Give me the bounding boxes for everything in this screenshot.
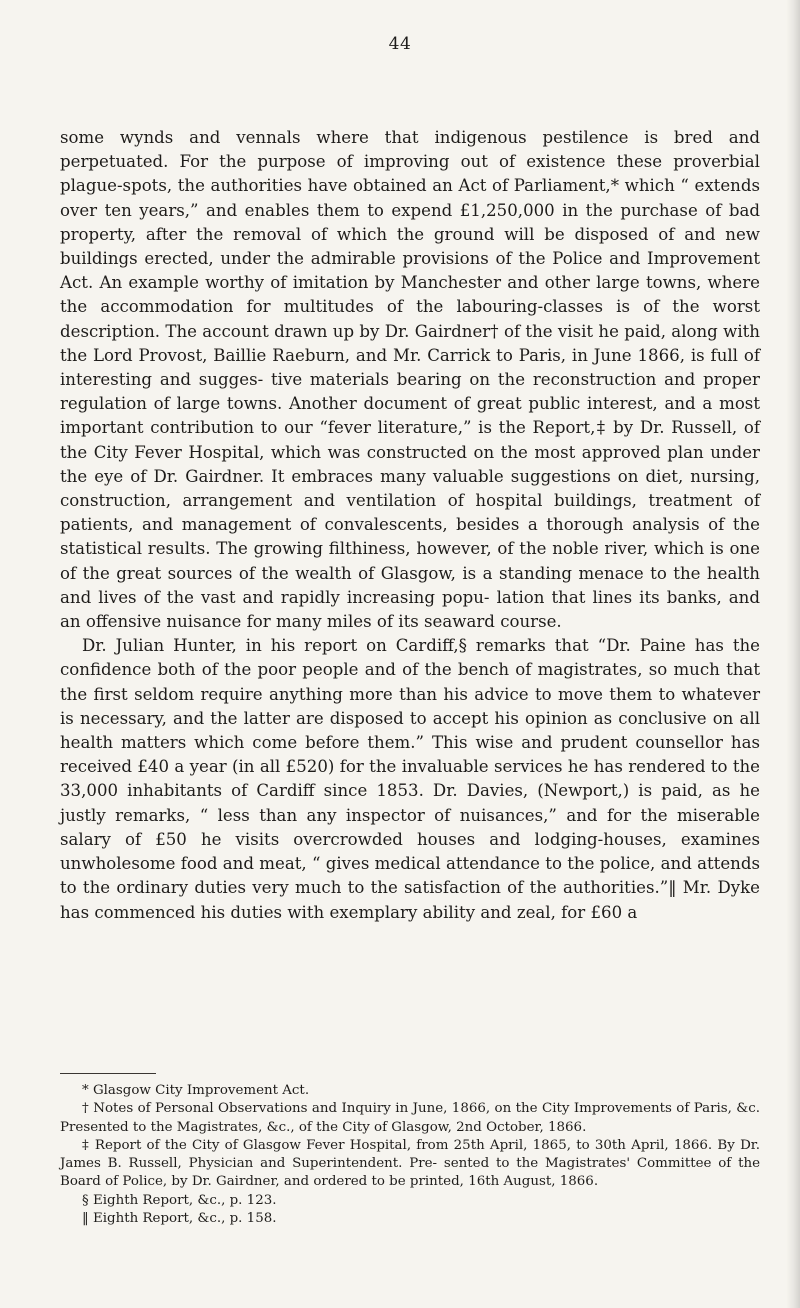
footnote-parallel: ‖ Eighth Report, &c., p. 158. [82, 1211, 277, 1227]
footnotes [60, 1082, 760, 1228]
footnote-dagger: † Notes of Personal Observations and Inquiry in June, 1866, on the City Improvements of Paris, &c. Presented to the Magistrates, &c., of the City of Glasgow, 2nd October, 1866. [60, 1101, 760, 1135]
footnote-double-dagger: ‡ Report of the City of Glasgow Fever Hospital, from 25th April, 1865, to 30th April, 1866. By Dr. James B. Russell, Physician and Superintendent. Pre- sented to the Magistrates' Committee of the Board of Police, by Dr. Gairdner, and ordered to be printed, 16th August, 1866. [60, 1137, 760, 1190]
footnote-asterisk: * Glasgow City Improvement Act. [82, 1083, 310, 1098]
paragraph-1: some wynds and vennals where that indigenous pestilence is bred and perpetuated. For the purpose of improving out of existence these proverbial plague-spots, the authorities have obtained an Act of Parliament,* which “ extends over ten years,” and enables them to expend £1,250,000 in the purchase of bad property, after the removal of which the ground will be disposed of and new buildings erected, under the admirable provisions of the Police and Improvement Act. An example worthy of imitation by Manchester and other large towns, where the accommodation for multitudes of the labouring-classes is of the worst description. The account drawn up by Dr. Gairdner† of the visit he paid, along with the Lord Provost, Baillie Raeburn, and Mr. Carrick to Paris, in June 1866, is full of interesting and sugges- tive materials bearing on the reconstruction and proper regulation of large towns. Another document of great public interest, and a most important contribution to our “fever literature,” is the Report,‡ by Dr. Russell, of the City Fever Hospital, which was constructed on the most approved plan under the eye of Dr. Gairdner. It embraces many valuable suggestions on diet, nursing, construction, arrangement and ventilation of hospital buildings, treatment of patients, and management of convalescents, besides a thorough analysis of the statistical results. The growing filthiness, however, of the noble river, which is one of the great sources of the wealth of Glasgow, is a standing menace to the health and lives of the vast and rapidly increasing popu- lation that lines its banks, and an offensive nuisance for many miles of its seaward course. [60, 128, 760, 632]
paragraph-2: Dr. Julian Hunter, in his report on Cardiff,§ remarks that “Dr. Paine has the confidence both of the poor people and of the bench of magistrates, so much that the first seldom require anything more than his advice to move them to whatever is necessary, and the latter are disposed to accept his opinion as conclusive on all health matters which come before them.” This wise and prudent counsellor has received £40 a year (in all £520) for the invaluable services he has rendered to the 33,000 inhabitants of Cardiff since 1853. Dr. Davies, (Newport,) is paid, as he justly remarks, “ less than any inspector of nuisances,” and for the miserable salary of £50 he visits overcrowded houses and lodging-houses, examines unwholesome food and meat, “ gives medical attendance to the police, and attends to the ordinary duties very much to the satisfaction of the authorities.”‖ Mr. Dyke has commenced his duties with exemplary ability and zeal, for £60 a [60, 636, 760, 922]
page-edge-shadow [786, 0, 800, 1308]
footnote-section: § Eighth Report, &c., p. 123. [82, 1192, 277, 1208]
body-text [60, 126, 760, 925]
page-number: 44 [388, 34, 412, 54]
footnote-divider [60, 1073, 156, 1074]
